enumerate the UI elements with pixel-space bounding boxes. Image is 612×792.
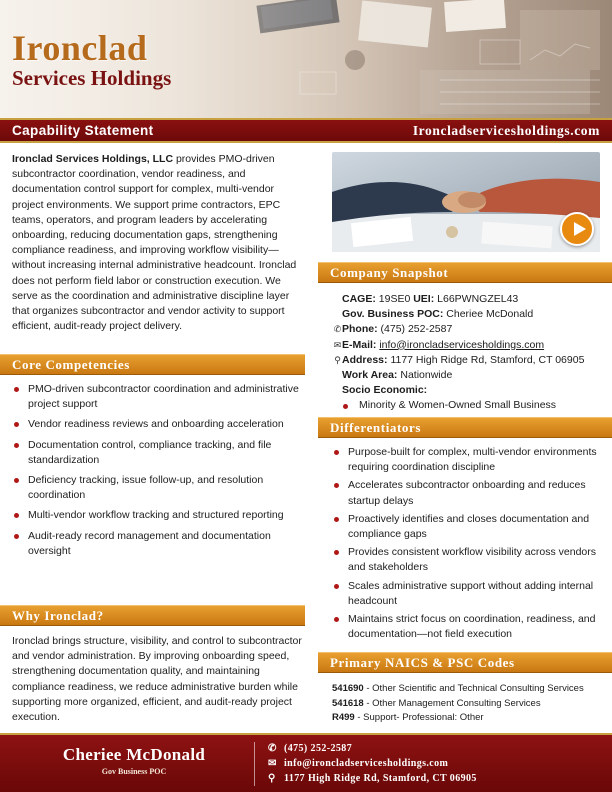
location-pin-icon: ⚲ [334,354,341,365]
list-item: Deficiency tracking, issue follow-up, and resolution coordination [12,473,304,503]
logo-title: Ironclad [12,28,148,68]
list-item: Accelerates subcontractor onboarding and reduces startup delays [332,478,606,508]
footer-phone[interactable]: (475) 252-2587 [284,743,353,754]
company-snapshot [332,292,608,414]
intro-paragraph [12,152,302,334]
naics-description: - Other Scientific and Technical Consulting Services [363,683,584,694]
contact-role: Gov Business POC [101,767,167,776]
address-value: 1177 High Ridge Rd, Stamford, CT 06905 [390,353,585,366]
address-row [332,353,608,368]
naics-row [332,711,608,726]
list-item: Provides consistent workflow visibility across vendors and stakeholders [332,545,606,575]
core-competencies-heading [0,354,305,375]
intro-body: provides PMO-driven subcontractor coordination, vendor readiness, and documentation control support for complex, multi-vendor project environments. We support prime contractors, EPC teams, operators, and program leaders by accelerating onboarding, reducing documentation gaps, strengthening compliance readiness, and improving workflow visibility—without increasing internal administrative headcount. Ironclad does not perform field labor or construction execution. We serve as the coordination and administrative discipline layer that organizes subcontractor and vendor activity to support efficient, audit-ready project delivery. [12,153,297,333]
psc-description: - Support- Professional: Other [354,712,484,723]
intro-company-name: Ironclad Services Holdings, LLC [12,153,174,165]
handshake-image [332,152,600,252]
list-item: Vendor readiness reviews and onboarding acceleration [12,417,304,432]
email-label: E-Mail: [342,338,377,351]
footer-contact [268,741,477,786]
cage-label: CAGE: [342,293,376,305]
socio-economic-row [332,383,608,398]
core-competencies-list [12,382,304,559]
differentiators-title: Differentiators [330,419,422,435]
email-icon: ✉ [333,339,342,350]
email-icon: ✉ [268,758,277,769]
naics-row [332,682,608,697]
footer-bar [0,733,612,792]
footer-address-row [268,771,477,786]
naics-code: 541690 [332,683,364,694]
uei-value: L66PWNGZEL43 [437,293,519,305]
naics-row [332,697,608,712]
handshake-photo [332,152,600,252]
location-pin-icon: ⚲ [268,773,276,784]
naics-code: 541618 [332,697,364,709]
differentiators-heading [318,417,612,438]
contact-name: Cheriee McDonald [62,745,206,764]
poc-label: Gov. Business POC: [342,308,444,321]
email-row [332,338,608,353]
footer-address: 1177 High Ridge Rd, Stamford, CT 06905 [284,773,477,784]
list-item: Audit-ready record management and documentation oversight [12,529,304,559]
list-item: Maintains strict focus on coordination, readiness, and documentation—not field execution [332,612,606,642]
logo-subtitle: Services Holdings [12,66,172,90]
list-item: PMO-driven subcontractor coordination and administrative project support [12,382,304,412]
poc-value: Cheriee McDonald [446,308,534,321]
naics-description: - Other Management Consulting Services [363,697,541,709]
phone-value: (475) 252-2587 [380,323,453,336]
list-item: Purpose-built for complex, multi-vendor environments requiring coordination discipline [332,445,606,475]
company-snapshot-title: Company Snapshot [330,264,449,280]
why-ironclad-paragraph: Ironclad brings structure, visibility, and control to subcontractor and vendor administration. By improving onboarding speed, strengthening documentation quality, and maintaining compliance readiness, we reduce administrative burden while supporting more organized, efficient, and audit-ready project execution. [12,635,302,724]
work-area-label: Work Area: [342,369,398,382]
list-item: Scales administrative support without adding internal headcount [332,579,606,609]
why-ironclad-heading [0,605,305,626]
naics-title: Primary NAICS & PSC Codes [330,654,515,670]
list-item: Multi-vendor workflow tracking and structured reporting [12,508,304,523]
email-link[interactable]: info@ironcladservicesholdings.com [379,338,545,351]
poc-row [332,307,608,322]
naics-codes [332,682,608,726]
phone-icon: ✆ [333,324,342,335]
differentiators-list [332,445,606,642]
footer-phone-row [268,741,477,756]
footer-email-row [268,756,477,771]
cage-value: 19SE0 [378,293,411,305]
naics-heading [318,652,612,673]
uei-label: UEI: [413,293,435,305]
cage-uei-row [332,292,608,307]
phone-icon: ✆ [268,743,277,754]
list-item: Documentation control, compliance tracking, and file standardization [12,438,304,468]
play-video-button[interactable] [560,212,594,246]
socio-economic-item: Minority & Women-Owned Small Business [332,398,608,413]
footer-divider [254,742,255,786]
work-area-value: Nationwide [400,369,453,382]
website-link[interactable]: Ironcladservicesholdings.com [412,122,600,138]
header-banner [0,0,612,118]
company-logo [12,30,171,90]
title-band [0,118,612,143]
document-type: Capability Statement [12,123,154,138]
phone-label: Phone: [342,323,378,336]
socio-economic-label: Socio Economic: [342,384,428,397]
phone-row [332,322,608,337]
footer-email[interactable]: info@ironcladservicesholdings.com [284,758,449,769]
work-area-row [332,368,608,383]
why-ironclad-title: Why Ironclad? [12,607,104,623]
company-snapshot-heading [318,262,612,283]
address-label: Address: [342,353,388,366]
core-competencies-title: Core Competencies [12,356,130,372]
list-item: Proactively identifies and closes documentation and compliance gaps [332,512,606,542]
psc-code: R499 [332,712,355,723]
